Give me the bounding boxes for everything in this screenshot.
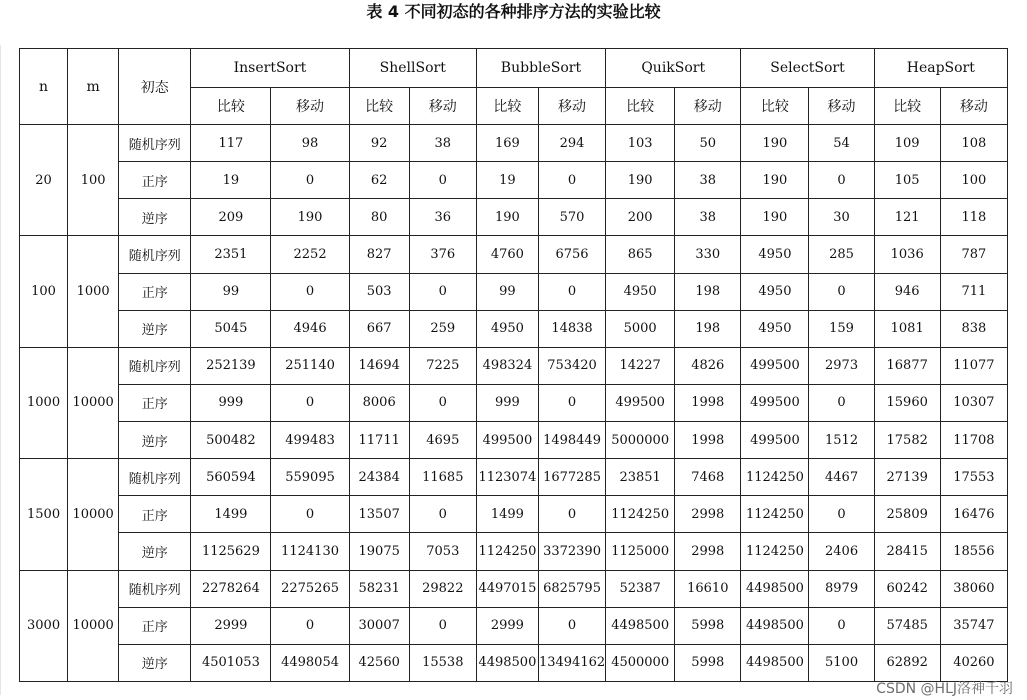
cell-move-count: 1677285 <box>538 459 605 496</box>
cell-compare-count: 4500000 <box>606 644 675 681</box>
cell-move-count: 54 <box>809 125 874 162</box>
header-n: n <box>20 49 68 125</box>
table-body <box>20 125 1008 682</box>
cell-move-count: 6756 <box>538 236 605 273</box>
table-row <box>20 273 1008 310</box>
cell-compare-count: 58231 <box>349 570 409 607</box>
cell-move-count: 159 <box>809 310 874 347</box>
cell-compare-count: 19075 <box>349 533 409 570</box>
cell-move-count: 3372390 <box>538 533 605 570</box>
cell-compare-count: 209 <box>191 199 271 236</box>
cell-compare-count: 27139 <box>874 459 940 496</box>
cell-move-count: 5100 <box>809 644 874 681</box>
cell-move-count: 787 <box>940 236 1007 273</box>
header-move: 移动 <box>538 88 605 125</box>
header-initial-state: 初态 <box>119 49 191 125</box>
cell-compare-count: 4950 <box>741 310 809 347</box>
cell-move-count: 570 <box>538 199 605 236</box>
cell-move-count: 0 <box>538 162 605 199</box>
cell-move-count: 198 <box>675 273 741 310</box>
cell-compare-count: 190 <box>606 162 675 199</box>
cell-compare-count: 62892 <box>874 644 940 681</box>
cell-move-count: 18556 <box>940 533 1007 570</box>
header-quiksort: QuikSort <box>606 49 741 88</box>
cell-compare-count: 5000 <box>606 310 675 347</box>
cell-compare-count: 865 <box>606 236 675 273</box>
cell-compare-count: 560594 <box>191 459 271 496</box>
cell-initial-state: 逆序 <box>119 422 191 459</box>
table-row <box>20 384 1008 421</box>
cell-move-count: 1498449 <box>538 422 605 459</box>
cell-move-count: 0 <box>409 496 476 533</box>
cell-move-count: 7225 <box>409 347 476 384</box>
cell-compare-count: 499500 <box>606 384 675 421</box>
header-heapsort: HeapSort <box>874 49 1007 88</box>
cell-move-count: 8979 <box>809 570 874 607</box>
cell-move-count: 13494162 <box>538 644 605 681</box>
cell-initial-state: 随机序列 <box>119 459 191 496</box>
cell-compare-count: 499500 <box>741 347 809 384</box>
cell-compare-count: 42560 <box>349 644 409 681</box>
cell-move-count: 0 <box>271 607 349 644</box>
cell-n: 100 <box>20 236 68 347</box>
cell-compare-count: 14227 <box>606 347 675 384</box>
cell-move-count: 38 <box>675 162 741 199</box>
table-row <box>20 422 1008 459</box>
cell-compare-count: 62 <box>349 162 409 199</box>
cell-move-count: 2973 <box>809 347 874 384</box>
cell-move-count: 838 <box>940 310 1007 347</box>
cell-compare-count: 1124250 <box>741 533 809 570</box>
cell-initial-state: 随机序列 <box>119 125 191 162</box>
cell-compare-count: 1124250 <box>741 459 809 496</box>
cell-compare-count: 1036 <box>874 236 940 273</box>
cell-compare-count: 4950 <box>741 236 809 273</box>
header-move: 移动 <box>409 88 476 125</box>
cell-compare-count: 5045 <box>191 310 271 347</box>
cell-compare-count: 500482 <box>191 422 271 459</box>
table-row <box>20 533 1008 570</box>
cell-compare-count: 4498500 <box>741 570 809 607</box>
cell-compare-count: 1081 <box>874 310 940 347</box>
cell-compare-count: 190 <box>741 125 809 162</box>
cell-move-count: 0 <box>409 273 476 310</box>
cell-move-count: 30 <box>809 199 874 236</box>
cell-move-count: 38 <box>409 125 476 162</box>
cell-move-count: 0 <box>271 496 349 533</box>
cell-m: 1000 <box>68 236 119 347</box>
cell-initial-state: 随机序列 <box>119 347 191 384</box>
cell-move-count: 5998 <box>675 607 741 644</box>
cell-move-count: 7053 <box>409 533 476 570</box>
cell-compare-count: 13507 <box>349 496 409 533</box>
cell-compare-count: 5000000 <box>606 422 675 459</box>
watermark: CSDN @HLJ洛神千羽 <box>876 681 1013 697</box>
header-shellsort: ShellSort <box>349 49 476 88</box>
cell-move-count: 0 <box>409 384 476 421</box>
cell-move-count: 7468 <box>675 459 741 496</box>
cell-move-count: 2998 <box>675 496 741 533</box>
cell-move-count: 0 <box>271 384 349 421</box>
header-move: 移动 <box>675 88 741 125</box>
cell-initial-state: 逆序 <box>119 533 191 570</box>
cell-initial-state: 正序 <box>119 496 191 533</box>
table-row <box>20 607 1008 644</box>
cell-compare-count: 4950 <box>606 273 675 310</box>
cell-move-count: 0 <box>271 273 349 310</box>
cell-move-count: 4826 <box>675 347 741 384</box>
cell-n: 20 <box>20 125 68 236</box>
cell-move-count: 100 <box>940 162 1007 199</box>
header-bubblesort: BubbleSort <box>476 49 605 88</box>
cell-compare-count: 946 <box>874 273 940 310</box>
cell-initial-state: 逆序 <box>119 644 191 681</box>
cell-compare-count: 14694 <box>349 347 409 384</box>
header-move: 移动 <box>271 88 349 125</box>
cell-move-count: 190 <box>271 199 349 236</box>
header-compare: 比较 <box>191 88 271 125</box>
cell-compare-count: 11711 <box>349 422 409 459</box>
cell-move-count: 4498054 <box>271 644 349 681</box>
cell-move-count: 0 <box>538 273 605 310</box>
cell-compare-count: 4950 <box>741 273 809 310</box>
cell-move-count: 198 <box>675 310 741 347</box>
cell-compare-count: 1125000 <box>606 533 675 570</box>
header-compare: 比较 <box>741 88 809 125</box>
cell-m: 10000 <box>68 347 119 458</box>
cell-compare-count: 1124250 <box>476 533 538 570</box>
cell-compare-count: 28415 <box>874 533 940 570</box>
header-compare: 比较 <box>349 88 409 125</box>
cell-move-count: 1124130 <box>271 533 349 570</box>
cell-move-count: 16476 <box>940 496 1007 533</box>
cell-move-count: 753420 <box>538 347 605 384</box>
cell-compare-count: 667 <box>349 310 409 347</box>
cell-move-count: 11708 <box>940 422 1007 459</box>
cell-compare-count: 827 <box>349 236 409 273</box>
table-row <box>20 570 1008 607</box>
cell-compare-count: 99 <box>476 273 538 310</box>
cell-move-count: 16610 <box>675 570 741 607</box>
cell-move-count: 10307 <box>940 384 1007 421</box>
cell-compare-count: 2999 <box>476 607 538 644</box>
cell-move-count: 6825795 <box>538 570 605 607</box>
cell-compare-count: 2351 <box>191 236 271 273</box>
cell-compare-count: 1125629 <box>191 533 271 570</box>
cell-compare-count: 25809 <box>874 496 940 533</box>
cell-m: 10000 <box>68 570 119 682</box>
cell-compare-count: 1124250 <box>606 496 675 533</box>
cell-move-count: 2275265 <box>271 570 349 607</box>
table-caption: 表 4 不同初态的各种排序方法的实验比较 <box>366 2 661 21</box>
cell-move-count: 40260 <box>940 644 1007 681</box>
cell-compare-count: 105 <box>874 162 940 199</box>
cell-move-count: 559095 <box>271 459 349 496</box>
table-row <box>20 199 1008 236</box>
cell-move-count: 11077 <box>940 347 1007 384</box>
cell-compare-count: 2999 <box>191 607 271 644</box>
cell-move-count: 2998 <box>675 533 741 570</box>
cell-move-count: 4467 <box>809 459 874 496</box>
cell-move-count: 11685 <box>409 459 476 496</box>
cell-compare-count: 4498500 <box>606 607 675 644</box>
table-row <box>20 347 1008 384</box>
cell-compare-count: 60242 <box>874 570 940 607</box>
cell-move-count: 711 <box>940 273 1007 310</box>
cell-move-count: 376 <box>409 236 476 273</box>
cell-move-count: 4946 <box>271 310 349 347</box>
cell-move-count: 0 <box>409 162 476 199</box>
cell-initial-state: 逆序 <box>119 310 191 347</box>
cell-move-count: 2406 <box>809 533 874 570</box>
cell-compare-count: 1124250 <box>741 496 809 533</box>
header-m: m <box>68 49 119 125</box>
table-row <box>20 459 1008 496</box>
table-row <box>20 162 1008 199</box>
header-compare: 比较 <box>874 88 940 125</box>
cell-initial-state: 逆序 <box>119 199 191 236</box>
cell-move-count: 294 <box>538 125 605 162</box>
cell-compare-count: 999 <box>476 384 538 421</box>
cell-compare-count: 19 <box>191 162 271 199</box>
cell-compare-count: 190 <box>741 199 809 236</box>
header-move: 移动 <box>940 88 1007 125</box>
cell-compare-count: 4501053 <box>191 644 271 681</box>
cell-move-count: 0 <box>809 607 874 644</box>
cell-move-count: 14838 <box>538 310 605 347</box>
cell-move-count: 0 <box>809 496 874 533</box>
cell-move-count: 499483 <box>271 422 349 459</box>
cell-compare-count: 499500 <box>476 422 538 459</box>
cell-move-count: 98 <box>271 125 349 162</box>
cell-n: 1000 <box>20 347 68 458</box>
cell-move-count: 0 <box>809 384 874 421</box>
cell-initial-state: 正序 <box>119 384 191 421</box>
table-row <box>20 125 1008 162</box>
cell-compare-count: 4498500 <box>476 644 538 681</box>
cell-compare-count: 92 <box>349 125 409 162</box>
cell-compare-count: 17582 <box>874 422 940 459</box>
cell-compare-count: 190 <box>476 199 538 236</box>
cell-move-count: 0 <box>538 607 605 644</box>
cell-compare-count: 190 <box>741 162 809 199</box>
table-row <box>20 236 1008 273</box>
table-row <box>20 310 1008 347</box>
cell-compare-count: 4498500 <box>741 607 809 644</box>
cell-compare-count: 16877 <box>874 347 940 384</box>
table-row <box>20 496 1008 533</box>
cell-move-count: 50 <box>675 125 741 162</box>
table-row <box>20 644 1008 681</box>
cell-compare-count: 999 <box>191 384 271 421</box>
cell-move-count: 36 <box>409 199 476 236</box>
cell-move-count: 259 <box>409 310 476 347</box>
cell-initial-state: 正序 <box>119 607 191 644</box>
cell-move-count: 1998 <box>675 422 741 459</box>
cell-move-count: 0 <box>409 607 476 644</box>
cell-compare-count: 15960 <box>874 384 940 421</box>
cell-compare-count: 19 <box>476 162 538 199</box>
cell-move-count: 251140 <box>271 347 349 384</box>
header-move: 移动 <box>809 88 874 125</box>
cell-compare-count: 117 <box>191 125 271 162</box>
cell-compare-count: 200 <box>606 199 675 236</box>
cell-move-count: 17553 <box>940 459 1007 496</box>
cell-compare-count: 169 <box>476 125 538 162</box>
cell-compare-count: 109 <box>874 125 940 162</box>
cell-compare-count: 499500 <box>741 384 809 421</box>
cell-compare-count: 103 <box>606 125 675 162</box>
header-row-algorithms <box>20 49 1008 88</box>
header-compare: 比较 <box>476 88 538 125</box>
cell-move-count: 0 <box>809 273 874 310</box>
header-selectsort: SelectSort <box>741 49 874 88</box>
cell-compare-count: 8006 <box>349 384 409 421</box>
cell-compare-count: 2278264 <box>191 570 271 607</box>
cell-move-count: 38 <box>675 199 741 236</box>
cell-initial-state: 随机序列 <box>119 236 191 273</box>
cell-compare-count: 4497015 <box>476 570 538 607</box>
cell-compare-count: 52387 <box>606 570 675 607</box>
cell-initial-state: 随机序列 <box>119 570 191 607</box>
cell-move-count: 118 <box>940 199 1007 236</box>
cell-compare-count: 80 <box>349 199 409 236</box>
cell-compare-count: 99 <box>191 273 271 310</box>
cell-move-count: 0 <box>538 384 605 421</box>
cell-move-count: 108 <box>940 125 1007 162</box>
cell-move-count: 4695 <box>409 422 476 459</box>
cell-compare-count: 30007 <box>349 607 409 644</box>
cell-move-count: 35747 <box>940 607 1007 644</box>
cell-move-count: 285 <box>809 236 874 273</box>
cell-compare-count: 4760 <box>476 236 538 273</box>
cell-compare-count: 1123074 <box>476 459 538 496</box>
cell-compare-count: 499500 <box>741 422 809 459</box>
header-insertsort: InsertSort <box>191 49 349 88</box>
cell-compare-count: 252139 <box>191 347 271 384</box>
cell-move-count: 15538 <box>409 644 476 681</box>
cell-m: 100 <box>68 125 119 236</box>
cell-compare-count: 23851 <box>606 459 675 496</box>
cell-move-count: 0 <box>809 162 874 199</box>
cell-move-count: 0 <box>538 496 605 533</box>
cell-initial-state: 正序 <box>119 162 191 199</box>
cell-n: 1500 <box>20 459 68 570</box>
cell-move-count: 29822 <box>409 570 476 607</box>
cell-move-count: 0 <box>271 162 349 199</box>
cell-compare-count: 503 <box>349 273 409 310</box>
cell-move-count: 2252 <box>271 236 349 273</box>
cell-compare-count: 24384 <box>349 459 409 496</box>
cell-m: 10000 <box>68 459 119 570</box>
header-compare: 比较 <box>606 88 675 125</box>
cell-compare-count: 4950 <box>476 310 538 347</box>
cell-compare-count: 121 <box>874 199 940 236</box>
cell-compare-count: 1499 <box>191 496 271 533</box>
cell-compare-count: 57485 <box>874 607 940 644</box>
cell-compare-count: 1499 <box>476 496 538 533</box>
cell-move-count: 1998 <box>675 384 741 421</box>
cell-move-count: 330 <box>675 236 741 273</box>
cell-move-count: 1512 <box>809 422 874 459</box>
page-edge-rule <box>0 45 1 695</box>
sort-comparison-table <box>19 48 1008 682</box>
cell-move-count: 38060 <box>940 570 1007 607</box>
cell-compare-count: 4498500 <box>741 644 809 681</box>
cell-move-count: 5998 <box>675 644 741 681</box>
cell-initial-state: 正序 <box>119 273 191 310</box>
cell-n: 3000 <box>20 570 68 682</box>
cell-compare-count: 498324 <box>476 347 538 384</box>
